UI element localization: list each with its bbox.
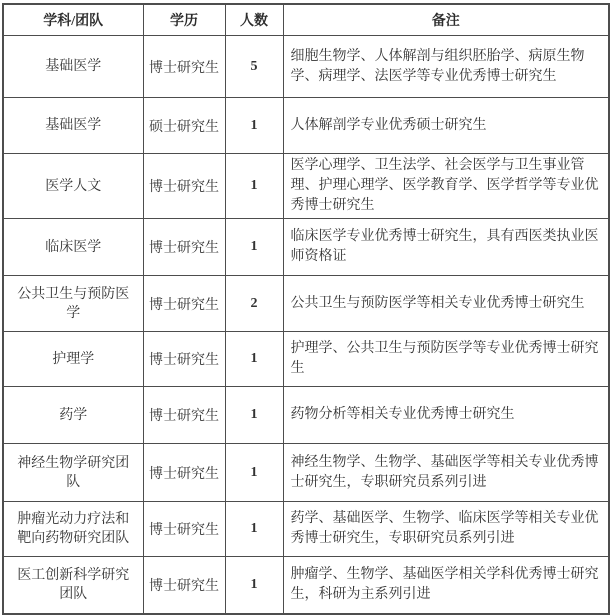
cell-count: 1 [225, 444, 283, 502]
cell-count: 1 [225, 387, 283, 444]
cell-subject: 护理学 [3, 332, 143, 387]
cell-note: 肿瘤学、生物学、基础医学相关学科优秀博士研究生，科研为主系列引进 [283, 557, 609, 614]
table-row [3, 444, 609, 502]
cell-note: 人体解剖学专业优秀硕士研究生 [283, 98, 609, 154]
cell-count: 1 [225, 502, 283, 557]
cell-subject: 神经生物学研究团队 [3, 444, 143, 502]
cell-subject: 医学人文 [3, 154, 143, 219]
cell-count: 1 [225, 98, 283, 154]
table-row [3, 154, 609, 219]
table-row [3, 36, 609, 98]
cell-subject: 肿瘤光动力疗法和靶向药物研究团队 [3, 502, 143, 557]
cell-note: 细胞生物学、人体解剖与组织胚胎学、病原生物学、病理学、法医学等专业优秀博士研究生 [283, 36, 609, 98]
cell-count: 1 [225, 154, 283, 219]
cell-note: 药物分析等相关专业优秀博士研究生 [283, 387, 609, 444]
cell-degree: 博士研究生 [143, 219, 225, 276]
cell-note: 神经生物学、生物学、基础医学等相关专业优秀博士研究生，专职研究员系列引进 [283, 444, 609, 502]
table-row [3, 332, 609, 387]
cell-degree: 博士研究生 [143, 332, 225, 387]
cell-degree: 博士研究生 [143, 557, 225, 614]
cell-subject: 公共卫生与预防医学 [3, 276, 143, 332]
cell-note: 护理学、公共卫生与预防医学等专业优秀博士研究生 [283, 332, 609, 387]
cell-subject: 医工创新科学研究团队 [3, 557, 143, 614]
header-row [3, 4, 609, 36]
col-header-count: 人数 [225, 4, 283, 36]
col-header-degree: 学历 [143, 4, 225, 36]
cell-count: 1 [225, 219, 283, 276]
cell-degree: 硕士研究生 [143, 98, 225, 154]
cell-degree: 博士研究生 [143, 387, 225, 444]
cell-note: 医学心理学、卫生法学、社会医学与卫生事业管理、护理心理学、医学教育学、医学哲学等专业优秀博士研究生 [283, 154, 609, 219]
table-row [3, 387, 609, 444]
cell-count: 1 [225, 557, 283, 614]
cell-count: 1 [225, 332, 283, 387]
cell-note: 药学、基础医学、生物学、临床医学等相关专业优秀博士研究生，专职研究员系列引进 [283, 502, 609, 557]
cell-degree: 博士研究生 [143, 276, 225, 332]
cell-subject: 药学 [3, 387, 143, 444]
cell-count: 2 [225, 276, 283, 332]
table-row [3, 98, 609, 154]
cell-degree: 博士研究生 [143, 444, 225, 502]
cell-subject: 临床医学 [3, 219, 143, 276]
cell-subject: 基础医学 [3, 98, 143, 154]
cell-count: 5 [225, 36, 283, 98]
table-row [3, 276, 609, 332]
table-row [3, 502, 609, 557]
cell-note: 临床医学专业优秀博士研究生，具有西医类执业医师资格证 [283, 219, 609, 276]
col-header-subject-team: 学科/团队 [3, 4, 143, 36]
cell-degree: 博士研究生 [143, 154, 225, 219]
col-header-note: 备注 [283, 4, 609, 36]
recruitment-table [2, 3, 610, 615]
cell-degree: 博士研究生 [143, 36, 225, 98]
table-row [3, 557, 609, 614]
table-row [3, 219, 609, 276]
cell-note: 公共卫生与预防医学等相关专业优秀博士研究生 [283, 276, 609, 332]
cell-subject: 基础医学 [3, 36, 143, 98]
cell-degree: 博士研究生 [143, 502, 225, 557]
